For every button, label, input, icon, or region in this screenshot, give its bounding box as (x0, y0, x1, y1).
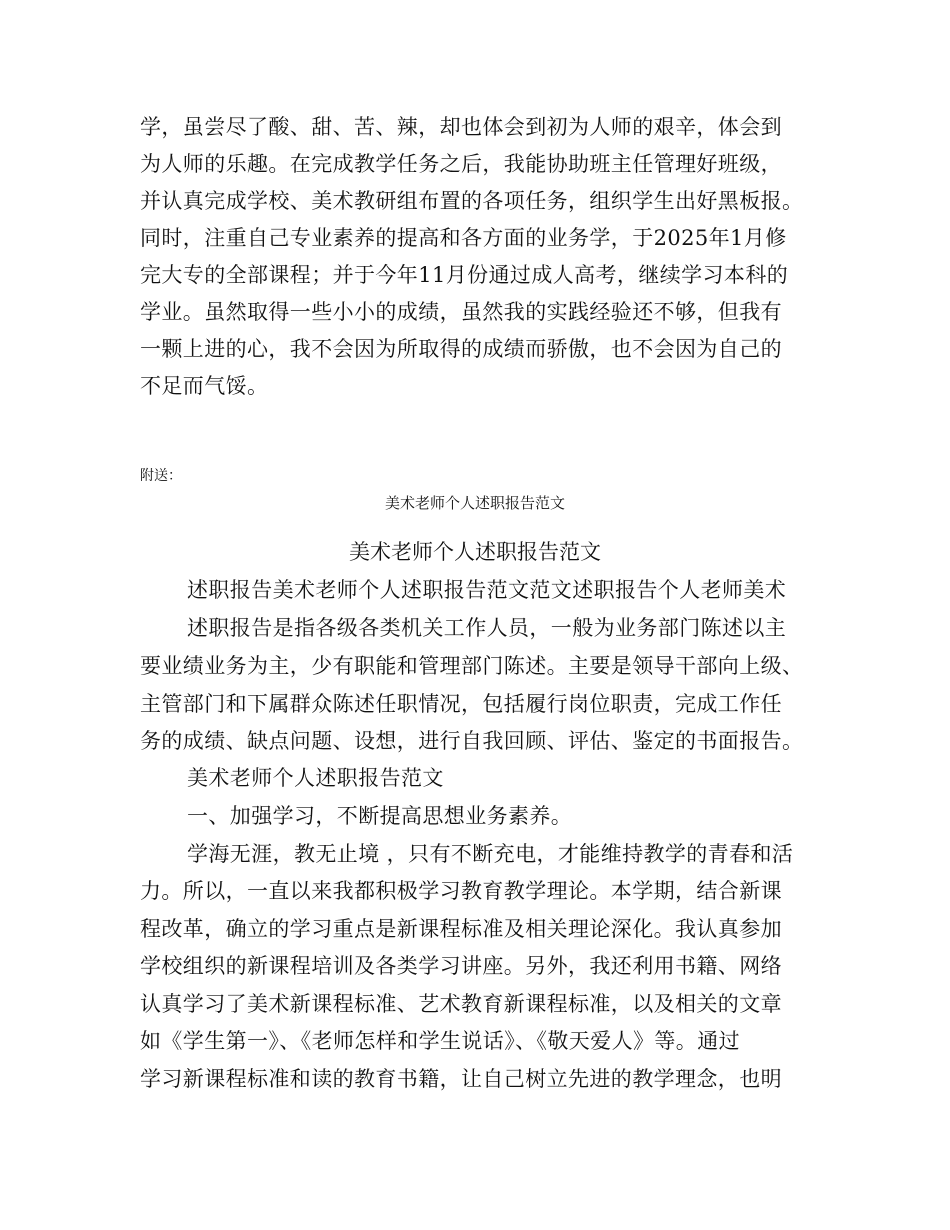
definition-line-4: 务的成绩、缺点问题、设想，进行自我回顾、评估、鉴定的书面报告。 (140, 729, 804, 753)
continuation-line-3: 并认真完成学校、美术教研组布置的各项任务，组织学生出好黑板报。 (140, 189, 804, 213)
continuation-line-6: 学业。虽然取得一些小小的成绩，虽然我的实践经验还不够，但我有 (140, 300, 782, 324)
section-body-line-7: 学习新课程标准和读的教育书籍，让自己树立先进的教学理念，也明 (140, 1067, 782, 1091)
section-body-line-3: 程改革，确立的学习重点是新课程标准及相关理论深化。我认真参加 (140, 917, 782, 941)
document-title: 美术老师个人述职报告范文 (349, 540, 601, 564)
keywords-line: 述职报告美术老师个人述职报告范文范文述职报告个人老师美术 (187, 578, 787, 602)
definition-line-3: 主管部门和下属群众陈述任职情况，包括履行岗位职责，完成工作任 (140, 692, 782, 716)
appendix-small-title: 美术老师个人述职报告范文 (384, 494, 565, 512)
continuation-line-2: 为人师的乐趣。在完成教学任务之后，我能协助班主任管理好班级， (140, 152, 782, 176)
section-body-line-2: 力。所以，一直以来我都积极学习教育教学理论。本学期，结合新课 (140, 879, 782, 903)
continuation-line-1: 学，虽尝尽了酸、甜、苦、辣，却也体会到初为人师的艰辛，体会到 (140, 115, 782, 139)
sub-title: 美术老师个人述职报告范文 (187, 766, 444, 790)
section-heading: 一、加强学习，不断提高思想业务素养。 (187, 804, 573, 828)
continuation-line-8: 不足而气馁。 (140, 374, 269, 398)
definition-line-2: 要业绩业务为主，少有职能和管理部门陈述。主要是领导干部向上级、 (140, 654, 804, 678)
definition-line-1: 述职报告是指各级各类机关工作人员，一般为业务部门陈述以主 (187, 616, 787, 640)
section-body-line-4: 学校组织的新课程培训及各类学习讲座。另外，我还利用书籍、网络 (140, 954, 782, 978)
section-body-line-6: 如《学生第一》、《老师怎样和学生说话》、《敬天爱人》等。通过 (140, 1029, 740, 1053)
continuation-line-5: 完大专的全部课程；并于今年11月份通过成人高考，继续学习本科的 (140, 263, 789, 287)
section-body-line-5: 认真学习了美术新课程标准、艺术教育新课程标准，以及相关的文章 (140, 992, 782, 1016)
continuation-line-4: 同时，注重自己专业素养的提高和各方面的业务学，于2025年1月修 (140, 226, 787, 250)
section-body-line-1: 学海无涯，教无止境 ，只有不断充电，才能维持教学的青春和活 (187, 842, 794, 866)
continuation-line-7: 一颗上进的心，我不会因为所取得的成绩而骄傲，也不会因为自己的 (140, 337, 782, 361)
appendix-label: 附送： (140, 468, 182, 484)
